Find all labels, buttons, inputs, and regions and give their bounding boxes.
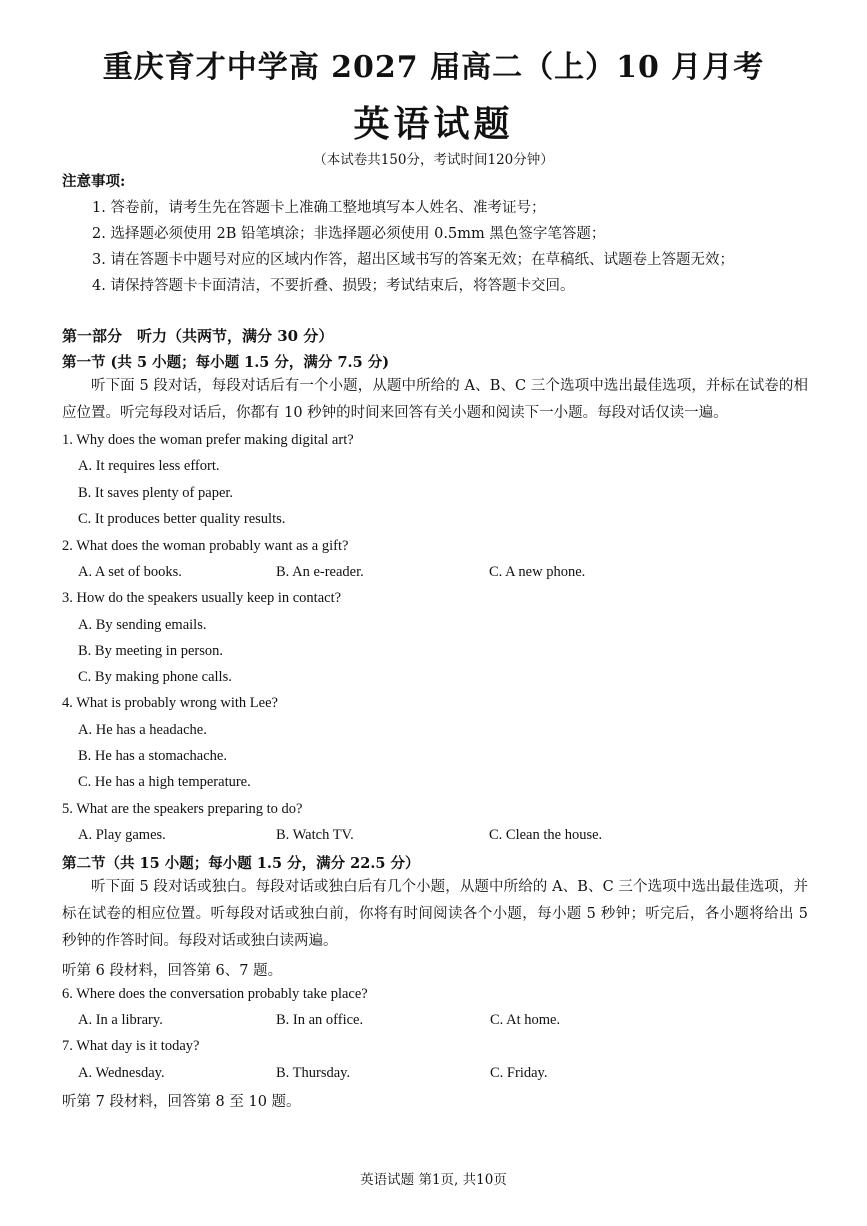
section1-instructions: 听下面 5 段对话，每段对话后有一个小题，从题中所给的 A、B、C 三个选项中选出最佳选项，并标在试卷的相应位置。听完每段对话后，你都有 10 秒钟的时间来回答有关小题和阅读下一小题。每段对话仅读一遍。	[62, 378, 808, 421]
notice-item: 4. 请保持答题卡卡面清洁，不要折叠、损毁；考试结束后，将答题卡交回。	[92, 278, 575, 294]
subject-title: 英语试题	[353, 103, 514, 145]
question-stem: 5. What are the speakers preparing to do?	[62, 801, 303, 817]
option-a: A. A set of books.	[78, 564, 182, 580]
option-c: C. He has a high temperature.	[78, 774, 251, 790]
section2-heading: 第二节（共 15 小题；每小题 1.5 分，满分 22.5 分）	[62, 855, 420, 872]
option-b: B. He has a stomachache.	[78, 748, 227, 764]
option-b: B. By meeting in person.	[78, 643, 223, 659]
material-note: 听第 6 段材料，回答第 6、7 题。	[62, 963, 283, 979]
option-c: C. A new phone.	[489, 564, 586, 580]
option-a: A. By sending emails.	[78, 617, 207, 633]
question-stem: 4. What is probably wrong with Lee?	[62, 695, 278, 711]
page-footer: 英语试题 第1页, 共10页	[360, 1172, 507, 1188]
option-c: C. It produces better quality results.	[78, 511, 286, 527]
material-note: 听第 7 段材料，回答第 8 至 10 题。	[62, 1094, 301, 1110]
exam-title: 重庆育才中学高 2027 届高二（上）10 月月考	[102, 50, 765, 85]
section1-heading: 第一节 (共 5 小题；每小题 1.5 分，满分 7.5 分)	[62, 354, 390, 371]
option-b: B. An e-reader.	[276, 564, 364, 580]
option-b: B. Watch TV.	[276, 827, 354, 843]
option-c: C. Clean the house.	[489, 827, 603, 843]
option-b: B. It saves plenty of paper.	[78, 485, 234, 501]
option-a: A. Wednesday.	[78, 1065, 165, 1081]
question-stem: 1. Why does the woman prefer making digital art?	[62, 432, 354, 448]
question-stem: 2. What does the woman probably want as a gift?	[62, 538, 349, 554]
notice-item: 2. 选择题必须使用 2B 铅笔填涂；非选择题必须使用 0.5mm 黑色签字笔答题；	[92, 226, 606, 242]
notice-item: 3. 请在答题卡中题号对应的区域内作答，超出区域书写的答案无效；在草稿纸、试题卷上答题无效；	[92, 252, 734, 268]
notice-item: 1. 答卷前，请考生先在答题卡上准确工整地填写本人姓名、准考证号；	[92, 200, 546, 216]
option-c: C. At home.	[490, 1012, 561, 1028]
section2-instructions: 听下面 5 段对话或独白。每段对话或独白后有几个小题，从题中所给的 A、B、C 三个选项中选出最佳选项，并标在试卷的相应位置。听每段对话或独白前，你将有时间阅读各个小题，每小题 5 秒钟；听完后，各小题将给出 5 秒钟的作答时间。每段对话或独白读两遍。	[62, 879, 808, 949]
option-c: C. By making phone calls.	[78, 669, 232, 685]
option-b: B. Thursday.	[276, 1065, 351, 1081]
question-stem: 7. What day is it today?	[62, 1038, 200, 1054]
question-stem: 3. How do the speakers usually keep in contact?	[62, 590, 342, 606]
option-a: A. Play games.	[78, 827, 166, 843]
option-a: A. It requires less effort.	[78, 458, 220, 474]
option-a: A. In a library.	[78, 1012, 163, 1028]
option-a: A. He has a headache.	[78, 722, 207, 738]
part1-heading: 第一部分 听力（共两节，满分 30 分）	[62, 327, 334, 345]
option-c: C. Friday.	[490, 1065, 548, 1081]
notice-heading: 注意事项:	[62, 173, 126, 190]
option-b: B. In an office.	[276, 1012, 364, 1028]
question-stem: 6. Where does the conversation probably take place?	[62, 986, 368, 1002]
exam-duration-note: （本试卷共150分，考试时间120分钟）	[313, 152, 554, 168]
